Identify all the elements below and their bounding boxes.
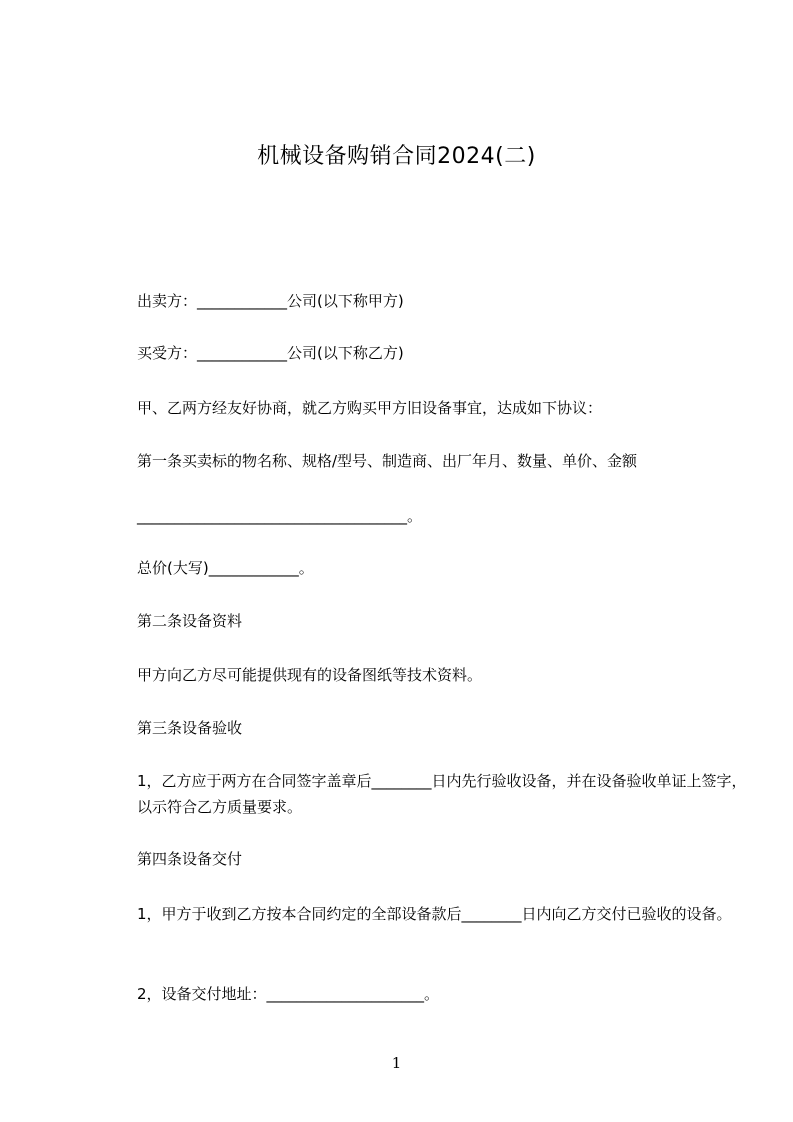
article-4-clause-2: 2，设备交付地址：_____________________。 <box>137 985 440 1003</box>
seller-line: 出卖方：____________公司(以下称甲方) <box>137 292 404 310</box>
page-number: 1 <box>391 1054 402 1072</box>
document-title: 机械设备购销合同2024(二) <box>257 144 536 169</box>
article-1-heading: 第一条买卖标的物名称、规格/型号、制造商、出厂年月、数量、单价、金额 <box>137 452 638 470</box>
buyer-line: 买受方：____________公司(以下称乙方) <box>137 344 404 362</box>
article-3-heading: 第三条设备验收 <box>137 719 243 737</box>
total-price-line: 总价(大写)____________。 <box>137 559 314 577</box>
article-4-heading: 第四条设备交付 <box>137 850 243 868</box>
article-3-clause-1: 1，乙方应于两方在合同签字盖章后________日内先行验收设备，并在设备验收单证上签字，以示符合乙方质量要求。 <box>137 772 747 816</box>
article-1-blank: ____________________________________。 <box>137 507 423 525</box>
article-4-clause-1: 1，甲方于收到乙方按本合同约定的全部设备款后________日内向乙方交付已验收的设备。 <box>137 905 732 923</box>
agreement-intro: 甲、乙两方经友好协商，就乙方购买甲方旧设备事宜，达成如下协议： <box>137 399 603 417</box>
article-2-heading: 第二条设备资料 <box>137 612 243 630</box>
article-2-body: 甲方向乙方尽可能提供现有的设备图纸等技术资料。 <box>137 666 483 684</box>
